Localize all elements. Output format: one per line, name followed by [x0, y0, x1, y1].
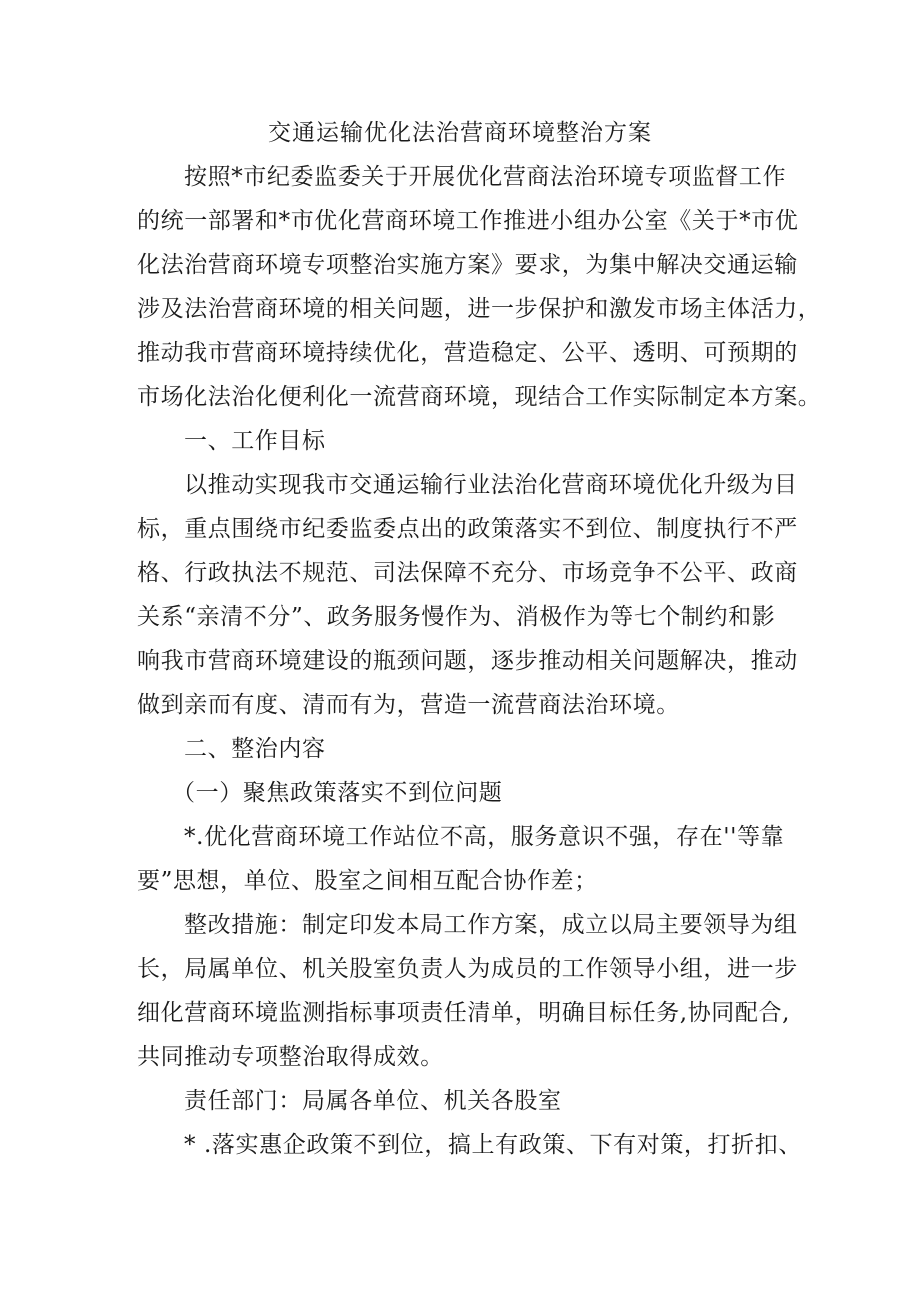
paragraph-line: 按照*市纪委监委关于开展优化营商法治环境专项监督工作: [184, 164, 787, 190]
paragraph-line: 要”思想，单位、股室之间相互配合协作差；: [137, 868, 598, 894]
document-title: 交通运输优化法治营商环境整治方案: [268, 120, 652, 146]
paragraph-line: 细化营商环境监测指标事项责任清单，明确目标任务,协同配合,: [137, 1000, 791, 1026]
paragraph-line: 长，局属单位、机关股室负责人为成员的工作领导小组，进一步: [137, 956, 798, 982]
paragraph-line: 共同推动专项整治取得成效。: [137, 1044, 444, 1070]
paragraph-line: 做到亲而有度、清而有为，营造一流营商法治环境。: [137, 692, 680, 718]
paragraph-line: 整改措施：制定印发本局工作方案，成立以局主要领导为组: [184, 912, 798, 938]
paragraph-line: 格、行政执法不规范、司法保障不充分、市场竞争不公平、政商: [137, 560, 798, 586]
paragraph-line: 响我市营商环境建设的瓶颈问题，逐步推动相关问题解决，推动: [137, 648, 798, 674]
paragraph-line: 市场化法治化便利化一流营商环境，现结合工作实际制定本方案。: [137, 384, 822, 410]
paragraph-line: 标，重点围绕市纪委监委点出的政策落实不到位、制度执行不严: [137, 516, 798, 542]
paragraph-line: * .落实惠企政策不到位，搞上有政策、下有对策，打折扣、: [184, 1132, 802, 1158]
subsection-heading: （一）聚焦政策落实不到位问题: [172, 780, 503, 806]
paragraph-line: 关系“亲清不分”、政务服务慢作为、消极作为等七个制约和影: [137, 604, 776, 630]
section-heading: 二、整治内容: [184, 736, 326, 762]
paragraph-line: 推动我市营商环境持续优化，营造稳定、公平、透明、可预期的: [137, 340, 798, 366]
paragraph-line: *.优化营商环境工作站位不高，服务意识不强，存在''等靠: [184, 824, 785, 850]
responsible-department: 责任部门：局属各单位、机关各股室: [184, 1088, 562, 1114]
paragraph-line: 的统一部署和*市优化营商环境工作推进小组办公室《关于*市优: [137, 208, 799, 234]
paragraph-line: 涉及法治营商环境的相关问题，进一步保护和激发市场主体活力，: [137, 296, 822, 322]
section-heading: 一、工作目标: [184, 428, 326, 454]
paragraph-line: 以推动实现我市交通运输行业法治化营商环境优化升级为目: [184, 472, 798, 498]
paragraph-line: 化法治营商环境专项整治实施方案》要求，为集中解决交通运输: [137, 252, 798, 278]
